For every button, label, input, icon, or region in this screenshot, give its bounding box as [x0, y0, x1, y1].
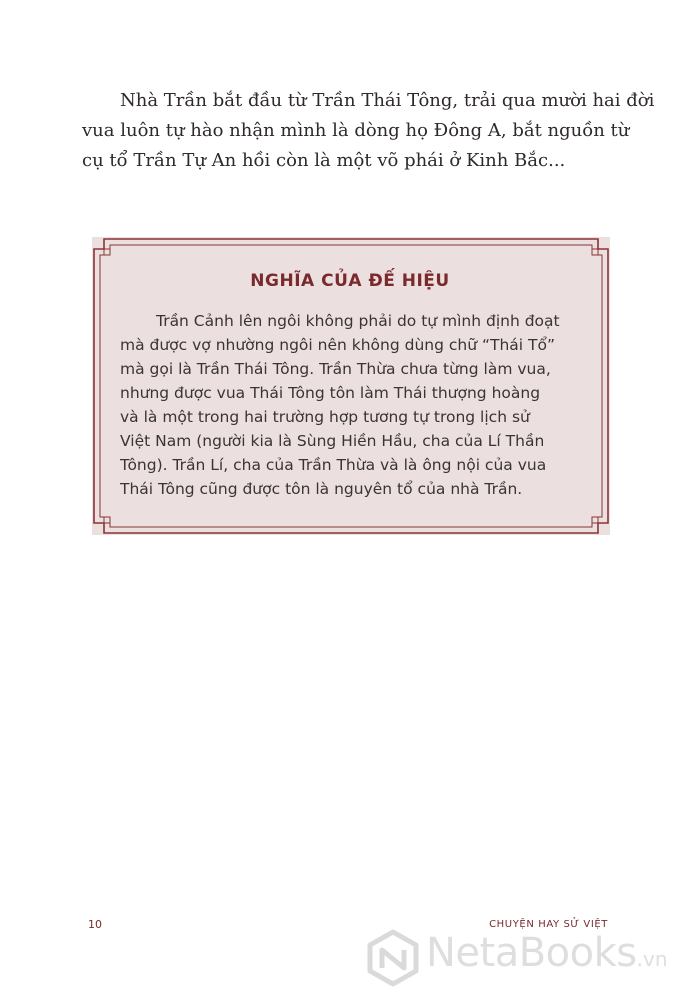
sidebar-line: Việt Nam (người kia là Sùng Hiền Hầu, cha của Lí Thần [120, 432, 545, 450]
sidebar-line: mà gọi là Trần Thái Tông. Trần Thừa chưa từng làm vua, [120, 360, 551, 378]
sidebar-line: Tông). Trần Lí, cha của Trần Thừa và là ông nội của vua [120, 456, 547, 474]
watermark-text [426, 930, 668, 976]
intro-line: Nhà Trần bắt đầu từ Trần Thái Tông, trải qua mười hai đời [120, 90, 655, 111]
sidebar-line: Trần Cảnh lên ngôi không phải do tự mình định đoạt [156, 312, 560, 330]
watermark [366, 926, 700, 990]
watermark-suffix: .vn [636, 947, 668, 971]
sidebar-line: mà được vợ nhường ngôi nên không dùng chữ “Thái Tổ” [120, 336, 555, 354]
intro-line: cụ tổ Trần Tự An hồi còn là một võ phái ở Kinh Bắc... [82, 150, 566, 171]
sidebar-line: và là một trong hai trường hợp tương tự trong lịch sử [120, 408, 530, 426]
sidebar-line: nhưng được vua Thái Tông tôn làm Thái thượng hoàng [120, 384, 541, 402]
page-number: 10 [88, 918, 102, 931]
intro-paragraph [82, 86, 655, 176]
sidebar-title: NGHĨA CỦA ĐẾ HIỆU [250, 271, 450, 291]
intro-line: vua luôn tự hào nhận mình là dòng họ Đông A, bắt nguồn từ [82, 120, 630, 141]
running-footer-title: CHUYỆN HAY SỬ VIỆT [489, 919, 608, 930]
watermark-brand: NetaBooks [426, 930, 637, 976]
sidebar-line: Thái Tông cũng được tôn là nguyên tổ của nhà Trần. [120, 480, 523, 498]
netabooks-logo-icon [366, 928, 420, 988]
sidebar-body [120, 309, 590, 501]
